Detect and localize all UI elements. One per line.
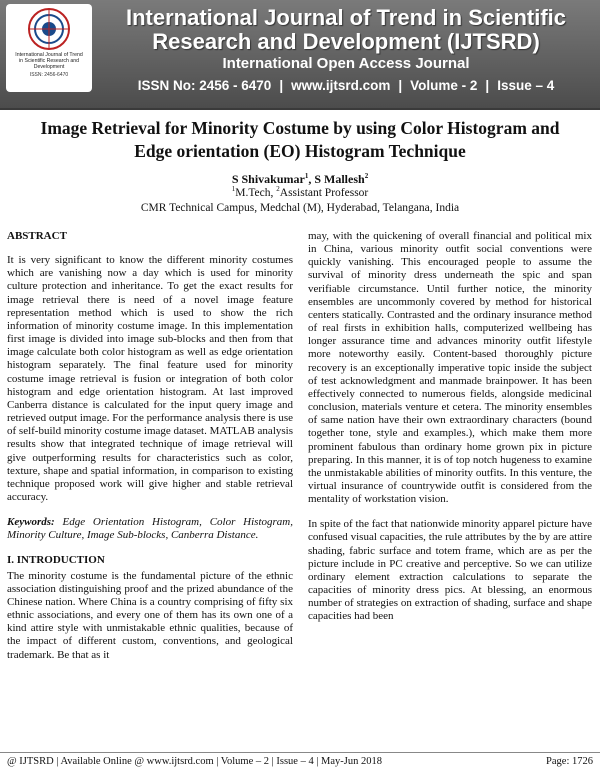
- paper-title: Image Retrieval for Minority Costume by using Color Histogram and Edge orientation (EO) Histogram Technique: [40, 118, 560, 161]
- journal-website-link[interactable]: www.ijtsrd.com: [291, 78, 391, 93]
- affiliation-line: [20, 187, 580, 199]
- left-column: [7, 230, 293, 662]
- journal-banner: [0, 0, 600, 108]
- abstract-heading: ABSTRACT: [7, 230, 67, 242]
- journal-issn-line: ISSN No: 2456 - 6470 | www.ijtsrd.com | Volume - 2 | Issue – 4: [137, 78, 555, 93]
- journal-subtitle: International Open Access Journal: [222, 55, 470, 72]
- introduction-heading: I. INTRODUCTION: [7, 554, 105, 567]
- abstract-text: It is very significant to know the different minority costumes which are vanishing now a day which is used for minority culture protection and inheritance. To get the exact results for image retrieval there is need of a novel image feature representation method which is used to show the rich information of minority costume image. In this implementation first image is divided into image sub-blocks and then from that image calculate both color histogram as well as edge orientation histogram separately. The final feature used for minority costume image retrieval is fusion or integration of both color histogram and edge orientation histogram. At last improved Canberra distance is calculated for the input query image and retrieved output image. For the performance analysis there is use of self-build minority costume image dataset. MATLAB analysis results show that integrated technique of image retrieval will give outperforming results for characteristics such as color, texture, shape and spatial information, in comparison to existing technique proposed work will give higher and stable retrieval accuracy.: [7, 254, 293, 503]
- journal-title: International Journal of Trend in Scientific Research and Development (IJTSRD): [125, 5, 567, 54]
- institution-line: CMR Technical Campus, Medchal (M), Hyderabad, Telangana, India: [140, 202, 460, 214]
- keywords-text: Edge Orientation Histogram, Color Histogram, Minority Culture, Image Sub-blocks, Canberra Distance.: [7, 516, 293, 542]
- introduction-paragraph: The minority costume is the fundamental picture of the ethnic association distinguishing proof and the prized abundance of the Chinese nation. Where China is a country comprising of fifty six ethnic associations, and every one of them has its own one of a kind attire style with unmistakable ethnic qualities, because of the impact of different custom, conventions, and geological trademark. Be that as it: [7, 569, 293, 661]
- author-separator: ,: [308, 172, 315, 186]
- author-name: S Shivakumar: [231, 172, 305, 186]
- issn-number: ISSN No: 2456 - 6470: [137, 78, 272, 93]
- footer-divider: [0, 752, 600, 753]
- issue-label: Issue – 4: [497, 78, 555, 93]
- author-superscript: 1: [304, 172, 309, 180]
- keywords-label: Keywords:: [7, 516, 55, 529]
- author-superscript: 2: [364, 172, 369, 180]
- journal-logo: [6, 4, 92, 92]
- logo-issn: ISSN: 2456-6470: [29, 72, 69, 78]
- affiliation-role: Assistant Professor: [279, 187, 369, 199]
- affiliation-superscript: 1: [231, 185, 236, 194]
- volume-label: Volume - 2: [410, 78, 478, 93]
- keywords-paragraph: [7, 516, 293, 542]
- page-number: Page: 1726: [546, 756, 593, 767]
- banner-divider: [0, 108, 600, 110]
- footer-citation: @ IJTSRD | Available Online @ www.ijtsrd.com | Volume – 2 | Issue – 4 | May-Jun 2018: [7, 756, 383, 767]
- logo-emblem-icon: [27, 7, 71, 51]
- logo-text: International Journal of Trend in Scientific Research and Development: [15, 52, 83, 70]
- affiliation-role: M.Tech,: [235, 187, 277, 199]
- author-line: [20, 172, 580, 187]
- introduction-paragraph-continued: may, with the quickening of overall financial and political mix in China, various minority outfit social conventions were quickly vanishing. This encouraged people to assume the survival of minority dress underneath the spic and span verifiable circumstance. Until further notice, the minority ensembles are uncommonly covered by method for historical centers statically. Contrasted and the ordinary insurance method of real firsts in exhibition halls, computerized wellbeing has longer assurance time and advances minority outfit lifestyle more noteworthy easily. Content-based thoroughly picture recovery is an exceptionally imperative topic inside the subject of test acknowledgment and manmade brainpower. It has been effectively connected to numerous fields, alongside medicinal conclusion, materials venture et cetera. The minority ensembles of same nation have their own extraordinary characters (bound together tone, style and examples.), which make them more prominent fabulous than ordinary home grown pix in picture preparing. In this manner, it is of top notch hugeness to examine the unmistakable abilities of minority outfits. In this venture, the virtual insurance of countrywide outfit is considered from the mentality of workstation vision.: [308, 230, 592, 506]
- right-column: [308, 230, 592, 624]
- affiliation-superscript: 2: [276, 185, 280, 194]
- author-name: S Mallesh: [314, 172, 365, 186]
- page-footer: [7, 756, 593, 767]
- introduction-paragraph-2: In spite of the fact that nationwide minority apparel picture have confused visual capacities, the rule attributes by the by are attire shading, fabric surface and totem frame, which are as per the picture include in PC creative and perceptive. So we can utilize ordinary element extraction calculations to separate the capacities of minority dress pics. At blessing, an enormous number of strategies on extraction of shading, surface and shape capacities had been: [308, 518, 592, 623]
